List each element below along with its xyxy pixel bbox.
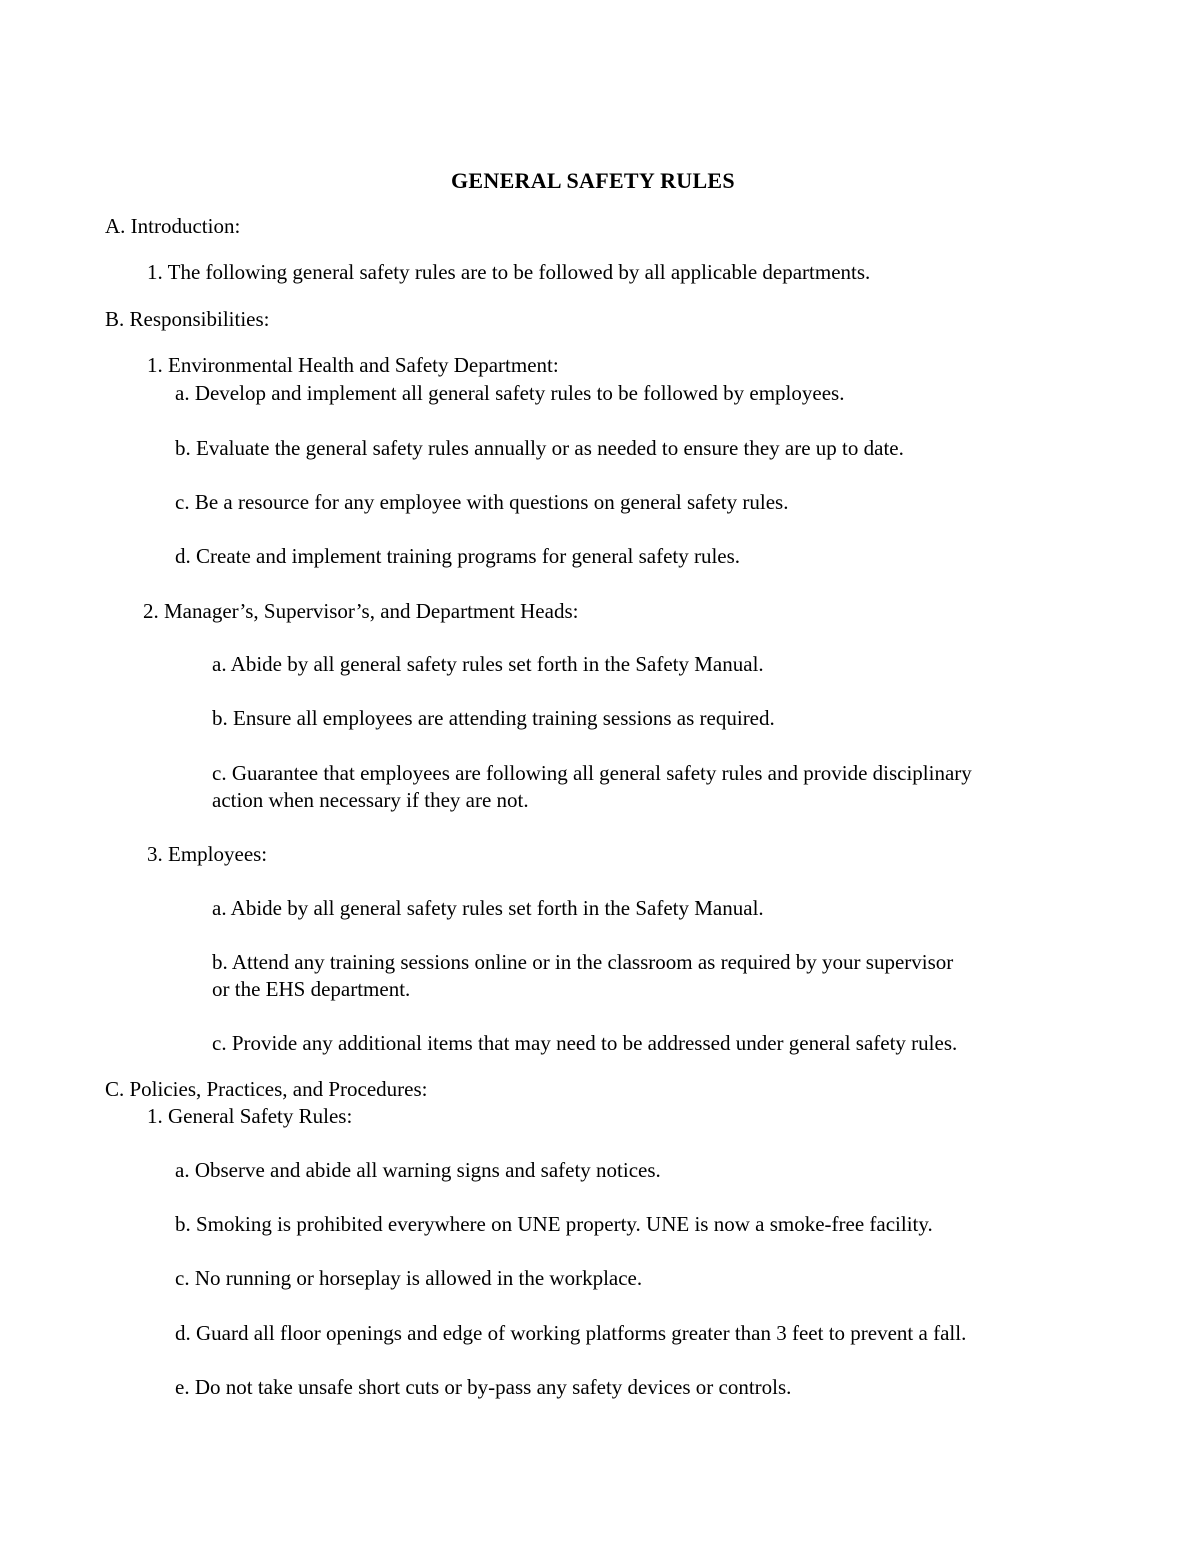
section-c-item-1-e: e. Do not take unsafe short cuts or by-pass any safety devices or controls. xyxy=(175,1375,792,1399)
section-b-item-1-heading: 1. Environmental Health and Safety Department: xyxy=(147,353,559,377)
section-c-item-1-a: a. Observe and abide all warning signs and safety notices. xyxy=(175,1158,661,1182)
section-b-item-1-b: b. Evaluate the general safety rules annually or as needed to ensure they are up to date. xyxy=(175,436,904,460)
section-b-item-2-a: a. Abide by all general safety rules set forth in the Safety Manual. xyxy=(212,652,764,676)
section-c-heading: C. Policies, Practices, and Procedures: xyxy=(105,1077,428,1101)
section-b-item-2-heading: 2. Manager’s, Supervisor’s, and Department Heads: xyxy=(143,599,579,623)
section-b-item-1-d: d. Create and implement training programs for general safety rules. xyxy=(175,544,741,568)
section-c-item-1-b: b. Smoking is prohibited everywhere on UNE property. UNE is now a smoke-free facility. xyxy=(175,1212,933,1236)
section-b-item-2-c-line-2: action when necessary if they are not. xyxy=(212,788,529,812)
section-b-heading: B. Responsibilities: xyxy=(105,307,270,331)
section-b-item-3-b-line-1: b. Attend any training sessions online or in the classroom as required by your supervisor xyxy=(212,950,954,974)
section-b-item-3-a: a. Abide by all general safety rules set forth in the Safety Manual. xyxy=(212,896,764,920)
section-b-item-1-c: c. Be a resource for any employee with questions on general safety rules. xyxy=(175,490,789,514)
section-b-item-2-b: b. Ensure all employees are attending training sessions as required. xyxy=(212,706,775,730)
section-b-item-3-heading: 3. Employees: xyxy=(147,842,268,866)
section-a-item-1: 1. The following general safety rules are to be followed by all applicable departments. xyxy=(147,260,871,284)
section-a-heading: A. Introduction: xyxy=(105,214,241,238)
section-b-item-3-b-line-2: or the EHS department. xyxy=(212,977,411,1001)
section-c-item-1-d: d. Guard all floor openings and edge of working platforms greater than 3 feet to prevent a fall. xyxy=(175,1321,967,1345)
section-c-item-1-c: c. No running or horseplay is allowed in the workplace. xyxy=(175,1266,643,1290)
section-b-item-1-a: a. Develop and implement all general safety rules to be followed by employees. xyxy=(175,381,845,405)
page-title: GENERAL SAFETY RULES xyxy=(451,168,735,193)
section-c-item-1-heading: 1. General Safety Rules: xyxy=(147,1104,353,1128)
section-b-item-3-c: c. Provide any additional items that may need to be addressed under general safety rules. xyxy=(212,1031,958,1055)
section-b-item-2-c-line-1: c. Guarantee that employees are following all general safety rules and provide disciplinary xyxy=(212,761,972,785)
